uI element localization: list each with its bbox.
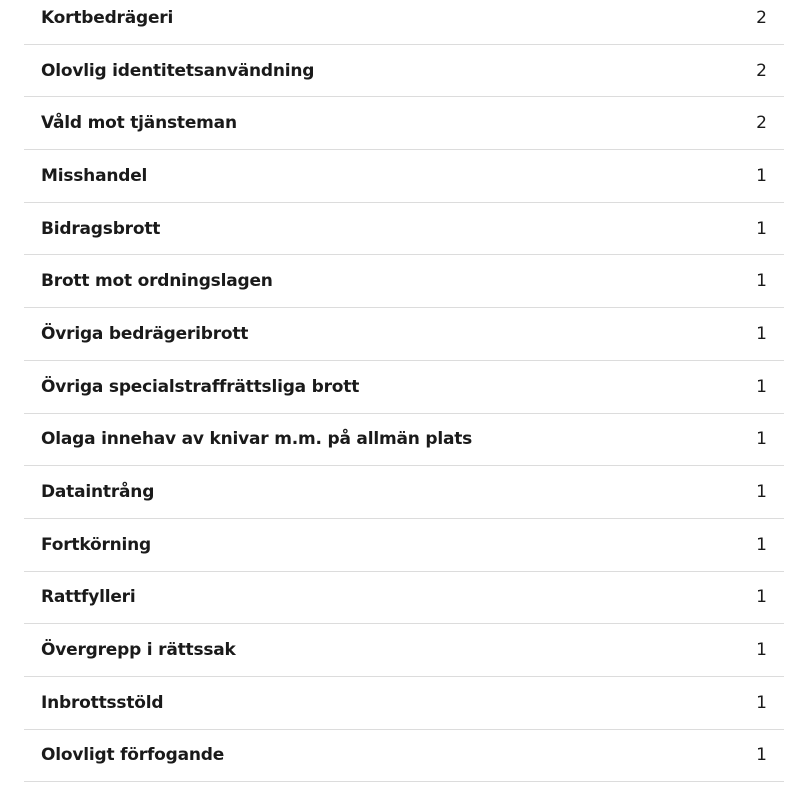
crime-count: 1 — [756, 165, 767, 186]
crime-type-label: Rattfylleri — [41, 587, 136, 608]
table-row — [24, 150, 784, 203]
crime-count: 1 — [756, 534, 767, 555]
crime-count: 1 — [756, 640, 767, 661]
crime-count: 1 — [756, 587, 767, 608]
crime-count: 1 — [756, 323, 767, 344]
crime-type-label: Övriga bedrägeribrott — [41, 323, 249, 344]
crime-count: 1 — [756, 376, 767, 397]
crime-type-label: Olovlig identitetsanvändning — [41, 60, 315, 81]
crime-type-label: Misshandel — [41, 165, 148, 186]
crime-count: 1 — [756, 745, 767, 766]
table-row — [24, 97, 784, 150]
crime-type-label: Kortbedrägeri — [41, 7, 174, 28]
crime-type-label: Övergrepp i rättssak — [41, 640, 236, 661]
crime-count: 2 — [756, 60, 767, 81]
table-row — [24, 45, 784, 98]
table-row — [24, 677, 784, 730]
crime-type-label: Fortkörning — [41, 534, 152, 555]
crime-type-label: Olaga innehav av knivar m.m. på allmän plats — [41, 429, 473, 450]
crime-count: 2 — [756, 113, 767, 134]
crime-type-label: Olovligt förfogande — [41, 745, 225, 766]
crime-type-label: Våld mot tjänsteman — [41, 113, 237, 134]
crime-count: 1 — [756, 429, 767, 450]
crime-count: 1 — [756, 218, 767, 239]
table-row — [24, 361, 784, 414]
crime-type-label: Bidragsbrott — [41, 218, 161, 239]
table-row — [24, 308, 784, 361]
table-row — [24, 466, 784, 519]
table-row — [24, 0, 784, 45]
crime-count: 1 — [756, 482, 767, 503]
crime-type-label: Dataintrång — [41, 482, 155, 503]
table-row — [24, 255, 784, 308]
crime-type-label: Brott mot ordningslagen — [41, 271, 273, 292]
crime-type-label: Inbrottsstöld — [41, 692, 164, 713]
table-row — [24, 414, 784, 467]
table-row — [24, 624, 784, 677]
crime-count: 1 — [756, 271, 767, 292]
table-row — [24, 572, 784, 625]
crime-stats-table — [24, 0, 784, 782]
crime-type-label: Övriga specialstraffrättsliga brott — [41, 376, 360, 397]
table-row — [24, 203, 784, 256]
crime-count: 1 — [756, 692, 767, 713]
crime-count: 2 — [756, 7, 767, 28]
table-row — [24, 730, 784, 783]
table-row — [24, 519, 784, 572]
